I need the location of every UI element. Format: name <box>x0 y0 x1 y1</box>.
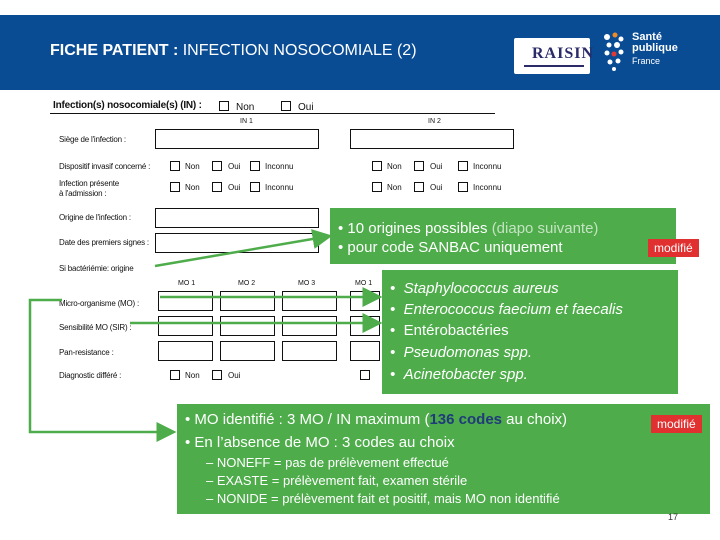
label-micro: Micro-organisme (MO) : <box>59 299 140 308</box>
label-dispositif: Dispositif invasif concerné : <box>59 162 151 171</box>
label-presente-2: à l'admission : <box>59 189 107 198</box>
form-title: Infection(s) nosocomiale(s) (IN) : <box>53 100 202 111</box>
code-exaste: – EXASTE = prélèvement fait, examen stérile <box>206 473 468 488</box>
label-opt-oui: Oui <box>228 371 241 380</box>
label-opt-non: Non <box>185 183 200 192</box>
label-in-non: Non <box>236 102 255 113</box>
mo-header-3: MO 3 <box>298 280 316 287</box>
label-opt-inconnu: Inconnu <box>473 183 502 192</box>
label-opt-inconnu: Inconnu <box>473 162 502 171</box>
column-header-in2: IN 2 <box>428 118 441 125</box>
arrow-to-mo-identifie <box>30 300 174 432</box>
modified-badge-2: modifié <box>651 415 702 433</box>
label-siege: Siège de l'infection : <box>59 135 126 144</box>
label-opt-non: Non <box>185 162 200 171</box>
label-opt-oui: Oui <box>228 183 241 192</box>
mo-header-1: MO 1 <box>178 280 196 287</box>
label-opt-non: Non <box>387 162 402 171</box>
label-bacteriemie: Si bactériémie: origine <box>59 264 134 273</box>
callout-mo-line2: • En l’absence de MO : 3 codes au choix <box>185 434 455 451</box>
label-in-oui: Oui <box>298 102 314 113</box>
mo-list-item: • Entérobactéries <box>390 322 509 339</box>
label-presente-1: Infection présente <box>59 179 119 188</box>
page-title: FICHE PATIENT : INFECTION NOSOCOMIALE (2) <box>50 42 417 59</box>
mo-header-4: MO 1 <box>355 280 373 287</box>
label-opt-non: Non <box>185 371 200 380</box>
label-diagnostic: Diagnostic différé : <box>59 371 122 380</box>
mo-list-item: • Acinetobacter spp. <box>390 366 528 383</box>
label-opt-oui: Oui <box>430 183 443 192</box>
code-nonef: – NONEFF = pas de prélèvement effectué <box>206 455 449 470</box>
label-opt-inconnu: Inconnu <box>265 162 294 171</box>
label-date: Date des premiers signes : <box>59 238 149 247</box>
mo-header-2: MO 2 <box>238 280 256 287</box>
column-header-in1: IN 1 <box>240 118 253 125</box>
mo-list-item: • Pseudomonas spp. <box>390 344 533 361</box>
arrow-bacteriemie <box>155 236 330 266</box>
callout-origines-line1: • 10 origines possibles (diapo suivante) <box>338 220 599 237</box>
callout-origines-line2: • pour code SANBAC uniquement <box>338 239 563 256</box>
label-panres: Pan-resistance : <box>59 348 114 357</box>
label-opt-oui: Oui <box>228 162 241 171</box>
label-sensibilite: Sensibilité MO (SIR) : <box>59 323 132 332</box>
raisin-logo-text: RAISIN <box>532 45 595 62</box>
sante-publique-logo-text: Santé publique France <box>632 31 678 66</box>
modified-badge-1: modifié <box>648 239 699 257</box>
mo-list-item: • Enterococcus faecium et faecalis <box>390 301 623 318</box>
callout-mo-line1: • MO identifié : 3 MO / IN maximum (136 codes au choix) <box>185 411 568 428</box>
code-nonide: – NONIDE = prélèvement fait et positif, mais MO non identifié <box>206 491 560 506</box>
label-opt-inconnu: Inconnu <box>265 183 294 192</box>
mo-list-item: • Staphylococcus aureus <box>390 280 559 297</box>
label-opt-non: Non <box>387 183 402 192</box>
label-origine: Origine de l'infection : <box>59 213 131 222</box>
page-number: 17 <box>668 512 679 522</box>
label-opt-oui: Oui <box>430 162 443 171</box>
